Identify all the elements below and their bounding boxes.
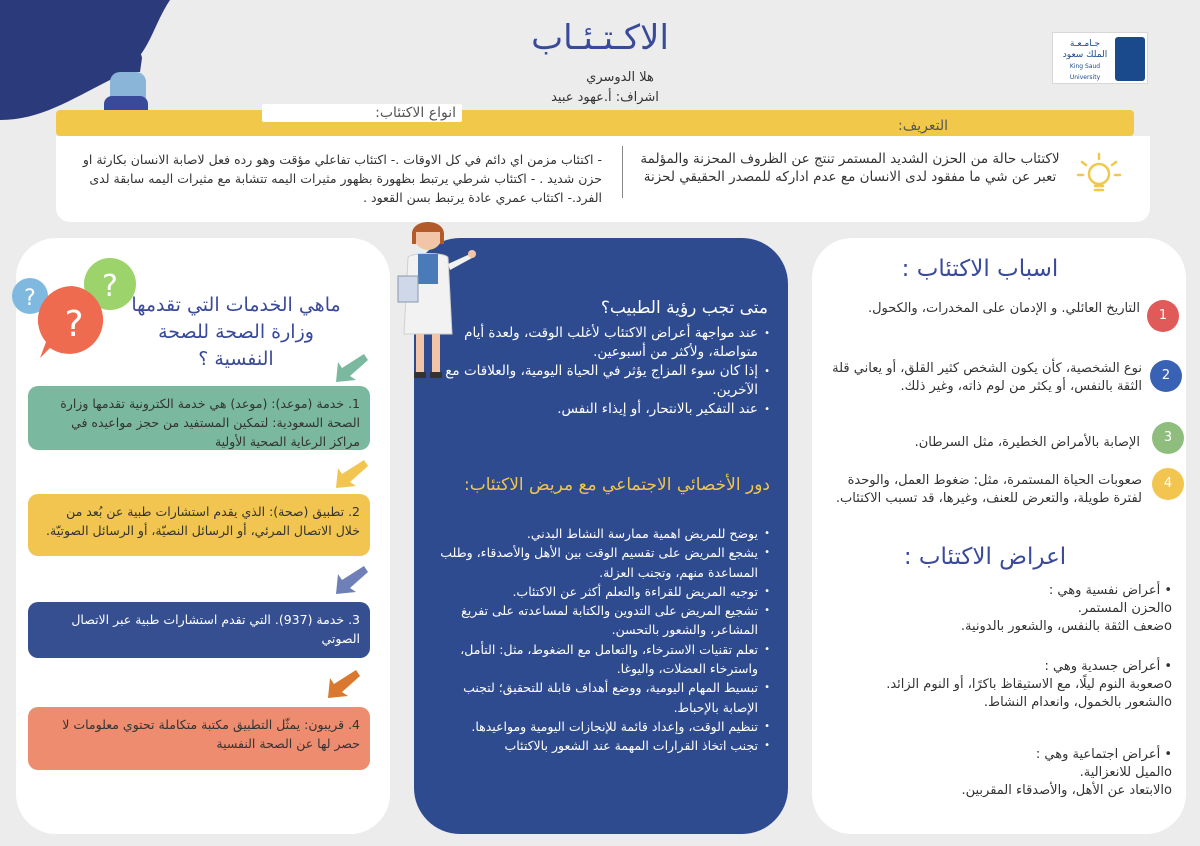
svg-text:?: ? [102, 269, 118, 304]
cause-item: صعوبات الحياة المستمرة، مثل: ضغوط العمل، والوحدة لفترة طويلة، والتعرض للعنف، وغيرها، قد تسبب الاكتئاب. [835, 473, 1142, 506]
causes-heading: اسباب الاكتئاب : [901, 256, 1059, 282]
cause-item: التاريخ العائلي. و الإدمان على المخدرات، والكحول. [867, 301, 1140, 316]
symptom-line: oضعف الثقة بالنفس، والشعور بالدونية. [960, 619, 1172, 634]
supervisor-name: اشراف: أ.عهود عبيد [551, 90, 659, 105]
symptom-line: oالميل للانعزالية. [1079, 765, 1172, 780]
service-item-937: 3. خدمة (937). التي تقدم استشارات طبية عبر الاتصال الصوتي [28, 602, 370, 658]
symptom-group-title: • أعراض جسدية وهي : [1044, 659, 1172, 674]
list-item: • تنظيم الوقت، وإعداد قائمة للإنجازات اليومية ومواعيدها. [432, 717, 770, 736]
definition-text: لاكتئاب حالة من الحزن الشديد المستمر تنتج عن الظروف المحزنة والمؤلمة تعبر عن شي ما مفقود لدى الانسان مع عدم اداركه للمصدر الحقيقي لحزنة [640, 151, 1060, 185]
cause-number-badge: 1 [1147, 300, 1179, 332]
social-worker-heading: دور الأخصائي الاجتماعي مع مريض الاكتئاب: [463, 475, 770, 495]
types-text: - اكتئاب مزمن اي دائم في كل الاوقات .- اكتئاب تفاعلي مؤقت وهو رده فعل لاصابة الانسان بكارثة او حزن شديد . - اكتئاب شرطي يرتبط بظهورة بظهور مثيرات اليمه تتشابة مع مثيرات اليمه سابقة لدى الفرد.- اكتئاب عمري عادة يرتبط بسن القعود . [82, 152, 602, 205]
arrow-down-icon [334, 456, 370, 492]
list-item: • توجيه المريض للقراءة والتعلم أكثر عن الاكتئاب. [432, 582, 770, 601]
service-item-qariboon: 4. قريبون: يمثّل التطبيق مكتبة متكاملة تحتوي معلومات لا حصر لها عن الصحة النفسية [28, 707, 370, 770]
symptom-line: oالشعور بالخمول، وانعدام النشاط. [983, 695, 1172, 710]
symptom-line: oالابتعاد عن الأهل، والأصدقاء المقربين. [961, 783, 1172, 798]
cause-item: الإصابة بالأمراض الخطيرة، مثل السرطان. [914, 435, 1140, 450]
intro-header-band [56, 110, 1134, 136]
doctor-visit-heading: متى تجب رؤية الطبيب؟ [600, 298, 768, 318]
list-item: • تشجيع المريض على التدوين والكتابة لمساعدته على تفريغ المشاعر، والشعور بالتحسن. [432, 601, 770, 640]
cause-number-badge: 2 [1150, 360, 1182, 392]
list-item: • يشجع المريض على تقسيم الوقت بين الأهل والأصدقاء، وطلب المساعدة منهم، وتجنب العزلة. [432, 543, 770, 582]
symptom-group-title: • أعراض نفسية وهي : [1048, 583, 1172, 598]
symptom-line: oصعوبة النوم ليلًا، مع الاستيقاظ باكرًا، أو النوم الزائد. [886, 677, 1172, 692]
list-item: • تجنب اتخاذ القرارات المهمة عند الشعور بالاكتئاب [432, 736, 770, 755]
author-name: هلا الدوسري [586, 70, 654, 85]
symptom-group-social [840, 746, 1172, 800]
lightbulb-icon [1074, 150, 1124, 205]
list-item: • تبسيط المهام اليومية، ووضع أهداف قابلة للتحقيق؛ لتجنب الإصابة بالإحباط. [432, 678, 770, 717]
types-heading: انواع الاكتئاب: [262, 104, 462, 122]
social-worker-list [432, 524, 770, 756]
page-title: الاكـتـئـاب [531, 18, 669, 58]
symptom-group-physical [830, 658, 1172, 712]
intro-divider [622, 146, 623, 198]
list-item: • يوضح للمريض اهمية ممارسة النشاط البدني. [432, 524, 770, 543]
svg-text:?: ? [24, 286, 36, 311]
causes-symptoms-panel [812, 238, 1186, 834]
university-logo [1052, 32, 1148, 84]
list-item: • عند مواجهة أعراض الاكتئاب لأغلب الوقت، ولعدة أيام متواصلة، ولأكثر من أسبوعين. [430, 324, 770, 362]
symptom-line: oالحزن المستمر. [1077, 601, 1172, 616]
arrow-down-icon [326, 666, 362, 702]
symptom-group-psychological [840, 582, 1172, 636]
cause-number-badge: 4 [1152, 468, 1184, 500]
cause-number-badge: 3 [1152, 422, 1184, 454]
arrow-down-icon [334, 350, 370, 386]
list-item: • تعلم تقنيات الاسترخاء، والتعامل مع الضغوط، مثل: التأمل، واسترخاء العضلات، واليوغا. [432, 640, 770, 679]
arrow-down-icon [334, 562, 370, 598]
logo-text: جـامـعـة الملك سعود King Saud University [1062, 39, 1108, 81]
list-item: • عند التفكير بالانتحار، أو إيذاء النفس. [430, 400, 770, 419]
doctor-visit-list [430, 324, 770, 419]
question-bubbles-icon [10, 256, 150, 366]
definition-heading: التعريف: [898, 118, 948, 134]
svg-text:?: ? [64, 304, 84, 345]
service-item-mawid: 1. خدمة (موعد): (موعد) هي خدمة الكترونية تقدمها وزارة الصحة السعودية: لتمكين المستفيد من حجز مواعيده في مراكز الرعاية الصحية الأولية [28, 386, 370, 450]
list-item: • إذا كان سوء المزاج يؤثر في الحياة اليومية، والعلاقات مع الآخرين. [430, 362, 770, 400]
logo-emblem-icon [1115, 37, 1145, 81]
services-heading: ماهي الخدمات التي تقدمها وزارة الصحة للصحة النفسية ؟ [131, 294, 341, 370]
cause-item: نوع الشخصية، كأن يكون الشخص كثير القلق، أو يعاني قلة الثقة بالنفس، أو يكثر من لوم ذاته، وغير ذلك. [832, 361, 1142, 394]
service-item-sehha: 2. تطبيق (صحة): الذي يقدم استشارات طبية عن بُعد من خلال الاتصال المرئي، أو الرسائل النصيّة، أو الرسائل الصوتيّة. [28, 494, 370, 556]
symptoms-heading: اعراض الاكتئاب : [903, 544, 1067, 570]
symptom-group-title: • أعراض اجتماعية وهي : [1035, 747, 1172, 762]
